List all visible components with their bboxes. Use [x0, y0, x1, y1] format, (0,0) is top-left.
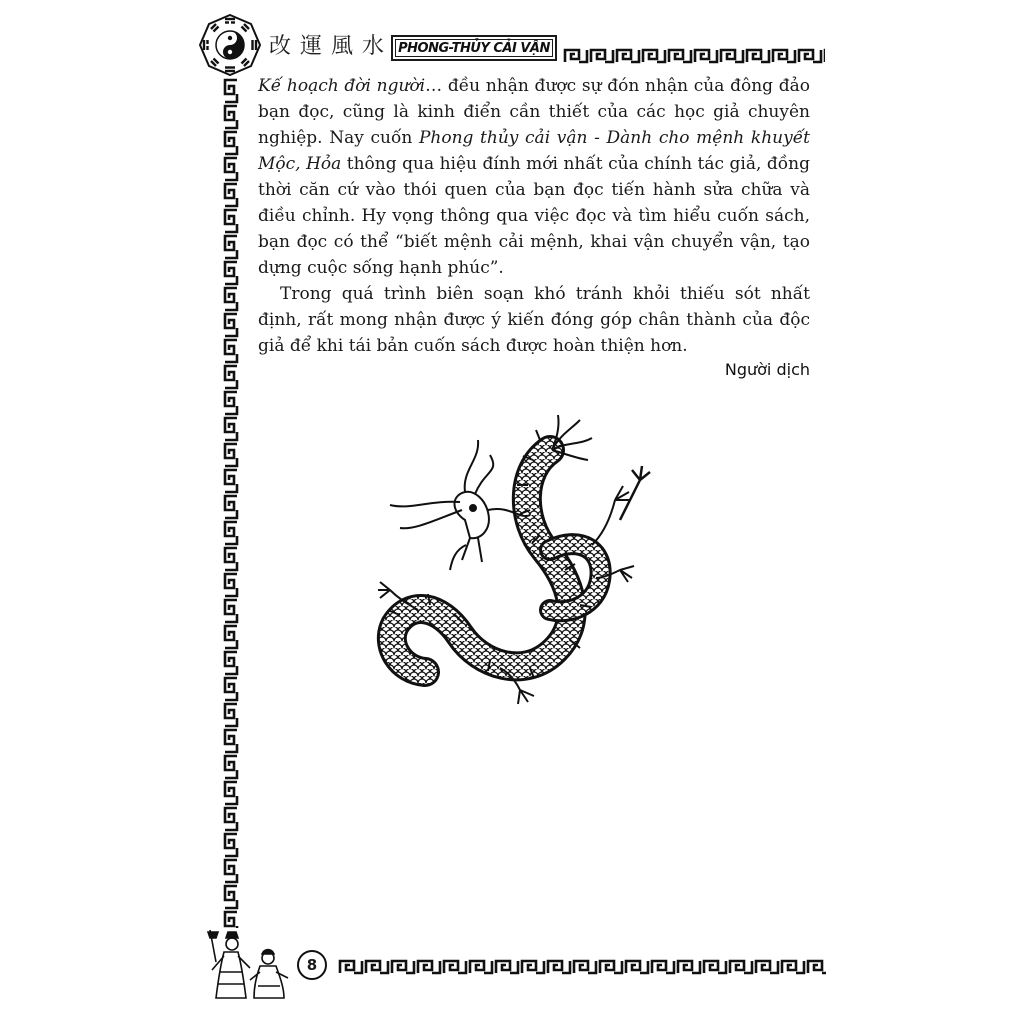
page-number: 8 [297, 950, 327, 980]
hanzi-char: 水 [361, 34, 384, 59]
hanzi-char: 改 [268, 34, 291, 59]
paragraph-text: … đều nhận được sự đón nhận của đông đảo bạn đọc, cũng là kinh điển cần thiết của các học giả chuyên nghiệp. Nay cuốn [258, 76, 810, 148]
paragraph-2: Trong quá trình biên soạn khó tránh khỏi thiếu sót nhất định, rất mong nhận được ý kiến đóng góp chân thành của độc giả để khi tái bản cuốn sách được hoàn thiện hơn. [258, 284, 810, 356]
series-title: PHONG-THỦY CẢI VẬN [395, 39, 553, 57]
body-text [258, 73, 810, 359]
dragon-head [390, 440, 530, 570]
chinese-title [265, 32, 388, 62]
paragraph-1 [258, 73, 810, 281]
hanzi-char: 風 [330, 34, 353, 59]
hanzi-char: 運 [299, 34, 322, 59]
book-title-italic: Kế hoạch đời người [258, 76, 426, 96]
dragon-illustration [370, 410, 660, 720]
meander-border-top [563, 47, 825, 65]
page-header [195, 12, 835, 74]
bagua-yin-yang-icon [199, 14, 261, 76]
series-title-box [391, 35, 557, 61]
book-title-italic: Phong thủy cải vận - Dành cho mệnh khuyết Mộc, Hỏa [258, 128, 810, 174]
meander-border-bottom [338, 958, 826, 976]
two-scholars-illustration [206, 922, 294, 1002]
meander-border-left [222, 78, 240, 928]
paragraph-text: thông qua hiệu đính mới nhất của chính tác giả, đồng thời căn cứ vào thói quen của bạn đọc tiến hành sửa chữa và điều chỉnh. Hy vọng thông qua việc đọc và tìm hiểu cuốn sách, bạn đọc có thể “biết mệnh cải mệnh, khai vận chuyển vận, tạo dựng cuộc sống hạnh phúc”. [258, 154, 810, 278]
translator-signature: Người dịch [724, 360, 810, 379]
